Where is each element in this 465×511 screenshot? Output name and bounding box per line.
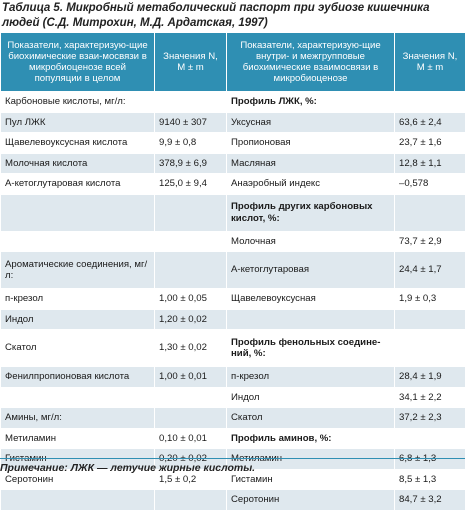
cell-indicator: Индол <box>227 387 395 408</box>
cell-indicator: А-кетоглутаровая <box>227 252 395 289</box>
cell-value <box>155 252 227 289</box>
header-values-left: Значения N, M ± m <box>155 33 227 92</box>
cell-indicator: Щавелевоуксусная <box>227 289 395 310</box>
cell-indicator <box>1 194 155 231</box>
header-indicators-population: Показатели, характеризую-щие биохимические взаи-мосвязи в микробиоценозе всей популяции в целом <box>1 33 155 92</box>
cell-indicator: А-кетоглутаровая кислота <box>1 174 155 195</box>
cell-value: 12,8 ± 1,1 <box>395 153 465 174</box>
cell-value: 1,30 ± 0,02 <box>155 330 227 367</box>
cell-indicator: Уксусная <box>227 112 395 133</box>
cell-indicator: Анаэробный индекс <box>227 174 395 195</box>
cell-value: 1,20 ± 0,02 <box>155 309 227 330</box>
cell-group-heading: Профиль других карбоновых кислот, %: <box>227 194 395 231</box>
cell-value <box>155 92 227 113</box>
table-header-row <box>1 33 465 92</box>
cell-indicator <box>1 490 155 511</box>
cell-value <box>395 330 465 367</box>
cell-indicator: Скатол <box>1 330 155 367</box>
cell-value: 378,9 ± 6,9 <box>155 153 227 174</box>
table-title: Таблица 5. Микробный метаболический паспорт при эубиозе кишечника людей (С.Д. Митрохин, М.Д. Ардатская, 1997) <box>2 1 464 31</box>
cell-value: 0,10 ± 0,01 <box>155 428 227 449</box>
cell-indicator <box>1 231 155 252</box>
cell-value: 1,5 ± 0,2 <box>155 469 227 490</box>
cell-value <box>395 428 465 449</box>
cell-group-heading: Профиль ЛЖК, %: <box>227 92 395 113</box>
cell-value <box>155 408 227 429</box>
table-row <box>1 174 465 195</box>
cell-value <box>155 490 227 511</box>
cell-value: –0,578 <box>395 174 465 195</box>
cell-value <box>395 194 465 231</box>
cell-value <box>395 92 465 113</box>
cell-indicator: п-крезол <box>1 289 155 310</box>
table-row <box>1 428 465 449</box>
cell-value: 1,00 ± 0,05 <box>155 289 227 310</box>
cell-indicator: Скатол <box>227 408 395 429</box>
table-row <box>1 194 465 231</box>
cell-group-heading: Профиль аминов, %: <box>227 428 395 449</box>
table-row <box>1 408 465 429</box>
table-row <box>1 330 465 367</box>
cell-value: 23,7 ± 1,6 <box>395 133 465 154</box>
table-footnote: Примечание: ЛЖК — летучие жирные кислоты. <box>0 462 255 474</box>
table-row <box>1 289 465 310</box>
cell-value: 34,1 ± 2,2 <box>395 387 465 408</box>
cell-indicator: Масляная <box>227 153 395 174</box>
cell-indicator: Серотонин <box>227 490 395 511</box>
cell-indicator: Молочная кислота <box>1 153 155 174</box>
cell-indicator: Карбоновые кислоты, мг/л: <box>1 92 155 113</box>
cell-group-heading: Профиль фенольных соедине-ний, %: <box>227 330 395 367</box>
cell-value: 73,7 ± 2,9 <box>395 231 465 252</box>
cell-indicator <box>227 309 395 330</box>
cell-value <box>155 231 227 252</box>
cell-value: 1,9 ± 0,3 <box>395 289 465 310</box>
cell-value: 63,6 ± 2,4 <box>395 112 465 133</box>
cell-value: 37,2 ± 2,3 <box>395 408 465 429</box>
header-values-right: Значения N, M ± m <box>395 33 465 92</box>
cell-indicator: Фенилпропионовая кислота <box>1 367 155 388</box>
cell-indicator: Индол <box>1 309 155 330</box>
cell-indicator <box>1 387 155 408</box>
cell-group-heading: Ароматические соединения, мг/л: <box>1 252 155 289</box>
table-row <box>1 309 465 330</box>
cell-indicator: Метиламин <box>1 428 155 449</box>
cell-indicator: Гистамин <box>227 469 395 490</box>
cell-value <box>155 387 227 408</box>
cell-indicator: Пропионовая <box>227 133 395 154</box>
cell-value: 24,4 ± 1,7 <box>395 252 465 289</box>
cell-indicator: п-крезол <box>227 367 395 388</box>
cell-indicator: Щавелевоуксусная кислота <box>1 133 155 154</box>
table-row <box>1 490 465 511</box>
header-indicators-groups: Показатели, характеризую-щие внутри- и межгрупповые биохимические взаимосвязи в микробиоценозе <box>227 33 395 92</box>
table-row <box>1 133 465 154</box>
cell-value: 8,5 ± 1,3 <box>395 469 465 490</box>
table-row <box>1 153 465 174</box>
cell-value: 28,4 ± 1,9 <box>395 367 465 388</box>
table-row <box>1 112 465 133</box>
cell-indicator: Молочная <box>227 231 395 252</box>
cell-value: 84,7 ± 3,2 <box>395 490 465 511</box>
cell-indicator: Серотонин <box>1 469 155 490</box>
metabolic-passport-table <box>0 32 465 511</box>
table-row <box>1 252 465 289</box>
cell-value: 9,9 ± 0,8 <box>155 133 227 154</box>
cell-value: 125,0 ± 9,4 <box>155 174 227 195</box>
cell-value <box>395 309 465 330</box>
cell-indicator: Пул ЛЖК <box>1 112 155 133</box>
table-row <box>1 231 465 252</box>
cell-value: 9140 ± 307 <box>155 112 227 133</box>
table-row <box>1 92 465 113</box>
table-row <box>1 387 465 408</box>
cell-group-heading: Амины, мг/л: <box>1 408 155 429</box>
cell-value <box>155 194 227 231</box>
divider <box>0 458 465 459</box>
table-row <box>1 367 465 388</box>
cell-value: 1,00 ± 0,01 <box>155 367 227 388</box>
